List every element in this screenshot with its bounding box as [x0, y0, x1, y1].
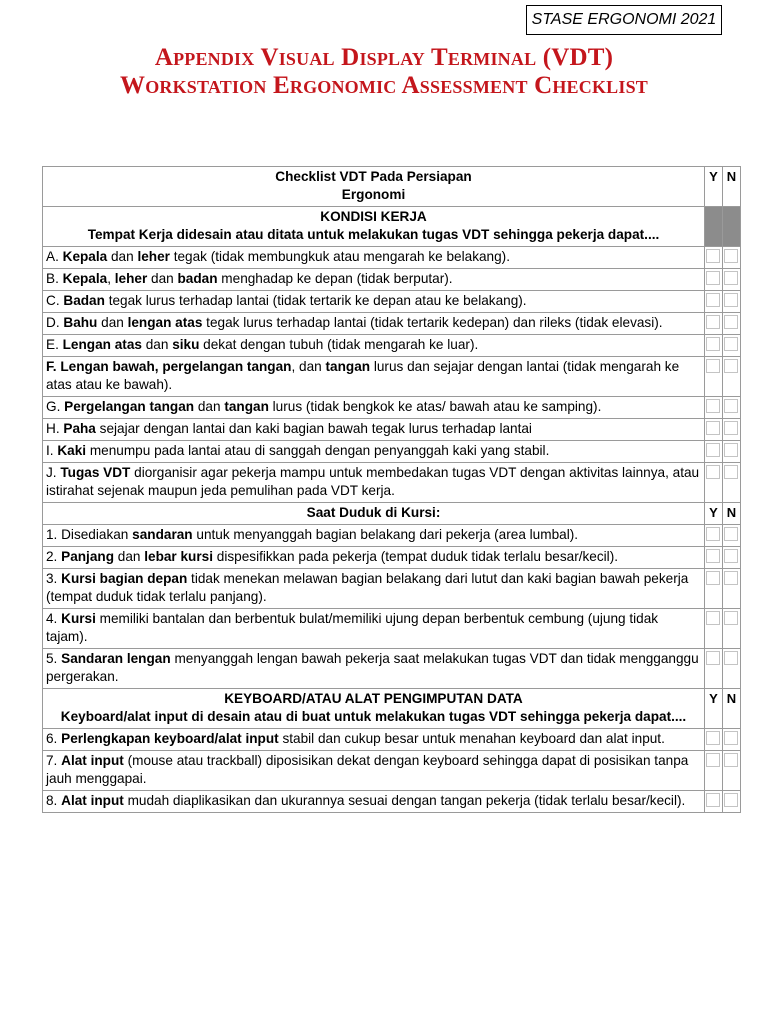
item-bold-text: Kepala: [62, 249, 108, 264]
item-text: I.: [46, 443, 58, 458]
checklist-item-text: [43, 463, 705, 503]
item-text: ,: [107, 271, 115, 286]
checklist-item-row: [43, 791, 741, 813]
checkbox-cell-no[interactable]: [723, 291, 741, 313]
item-bold-text: Perlengkapan keyboard/alat input: [61, 731, 279, 746]
checkbox-cell-no[interactable]: [723, 569, 741, 609]
checklist-item-row: [43, 649, 741, 689]
item-text: dan: [141, 337, 173, 352]
checklist-item-text: [43, 547, 705, 569]
item-text: menghadap ke depan (tidak berputar).: [217, 271, 453, 286]
section-header-cell: [43, 689, 705, 729]
item-text: 2.: [46, 549, 62, 564]
item-text: , dan: [291, 359, 326, 374]
checkbox-no[interactable]: [724, 315, 738, 329]
checkbox-no[interactable]: [724, 753, 738, 767]
checkbox-yes[interactable]: [706, 651, 720, 665]
checkbox-cell-no[interactable]: [723, 751, 741, 791]
checkbox-cell-yes[interactable]: [705, 569, 723, 609]
checklist-item-row: [43, 291, 741, 313]
column-y-label: Y: [705, 689, 723, 729]
checkbox-cell-no[interactable]: [723, 397, 741, 419]
checklist-item-text: [43, 419, 705, 441]
item-text: D.: [46, 315, 64, 330]
checkbox-yes[interactable]: [706, 337, 720, 351]
header-cell: [43, 167, 705, 207]
item-text: tidak menekan melawan bagian belakang dari lutut dan kaki bagian bawah pekerja (tempat duduk tidak terlalu panjang).: [46, 571, 689, 604]
checklist-item-row: [43, 729, 741, 751]
item-bold-text: lengan atas: [127, 315, 203, 330]
item-text: 7.: [46, 753, 62, 768]
checklist-item-row: [43, 357, 741, 397]
item-bold-text: Lengan atas: [62, 337, 142, 352]
checkbox-yes[interactable]: [706, 611, 720, 625]
checklist-item-row: [43, 569, 741, 609]
checkbox-yes[interactable]: [706, 549, 720, 563]
checkbox-no[interactable]: [724, 293, 738, 307]
item-text: dan: [107, 249, 138, 264]
item-bold-text: Panjang: [61, 549, 114, 564]
item-text: 4.: [46, 611, 62, 626]
item-bold-text: Alat input: [61, 753, 124, 768]
column-y-label: Y: [705, 167, 723, 207]
item-bold-text: Sandaran lengan: [61, 651, 171, 666]
checkbox-no[interactable]: [724, 549, 738, 563]
checkbox-yes[interactable]: [706, 249, 720, 263]
item-text: mudah diaplikasikan dan ukurannya sesuai dengan tangan pekerja (tidak terlalu besar/kecil).: [123, 793, 686, 808]
checkbox-no[interactable]: [724, 793, 738, 807]
checkbox-cell-yes[interactable]: [705, 441, 723, 463]
item-text: 1. Disediakan: [46, 527, 133, 542]
item-text: menumpu pada lantai atau di sanggah dengan penyanggah kaki yang stabil.: [86, 443, 550, 458]
checklist-item-row: [43, 397, 741, 419]
item-bold-text: Pergelangan tangan: [64, 399, 195, 414]
checkbox-cell-yes[interactable]: [705, 463, 723, 503]
item-text: memiliki bantalan dan berbentuk bulat/memiliki ujung depan berbentuk cembung (ujung tidak tajam).: [46, 611, 659, 644]
shaded-cell: [705, 207, 723, 247]
item-text: dan: [194, 399, 225, 414]
item-text: dekat dengan tubuh (tidak mengarah ke luar).: [199, 337, 479, 352]
checkbox-cell-no[interactable]: [723, 609, 741, 649]
checklist-item-text: [43, 397, 705, 419]
checkbox-cell-yes[interactable]: [705, 335, 723, 357]
checkbox-no[interactable]: [724, 571, 738, 585]
item-text: 6.: [46, 731, 62, 746]
checkbox-cell-no[interactable]: [723, 269, 741, 291]
section-title: Saat Duduk di Kursi:: [43, 503, 705, 525]
checklist-item-row: [43, 547, 741, 569]
checkbox-no[interactable]: [724, 527, 738, 541]
checkbox-cell-no[interactable]: [723, 463, 741, 503]
column-n-label: N: [723, 689, 741, 729]
item-bold-text: Alat input: [61, 793, 124, 808]
section-header-row: [43, 503, 741, 525]
checklist-item-row: [43, 313, 741, 335]
shaded-cell: [723, 207, 741, 247]
document-title-line2: Workstation Ergonomic Assessment Checklist: [120, 72, 648, 99]
checkbox-cell-yes[interactable]: [705, 247, 723, 269]
item-bold-text: Bahu: [63, 315, 98, 330]
item-bold-text: Paha: [63, 421, 96, 436]
item-bold-text: Kaki: [57, 443, 87, 458]
item-text: sejajar dengan lantai dan kaki bagian bawah tegak lurus terhadap lantai: [95, 421, 532, 436]
checklist-item-row: [43, 247, 741, 269]
checklist-item-text: [43, 291, 705, 313]
item-text: H.: [46, 421, 64, 436]
checkbox-cell-yes[interactable]: [705, 751, 723, 791]
checklist-item-text: [43, 525, 705, 547]
checkbox-yes[interactable]: [706, 443, 720, 457]
header-line2: Ergonomi: [341, 187, 406, 202]
column-n-label: N: [723, 167, 741, 207]
checkbox-cell-yes[interactable]: [705, 357, 723, 397]
item-bold-text: tangan: [224, 399, 269, 414]
item-bold-text: leher: [137, 249, 170, 264]
checkbox-cell-no[interactable]: [723, 729, 741, 751]
checkbox-yes[interactable]: [706, 753, 720, 767]
column-y-label: Y: [705, 503, 723, 525]
item-text: dan: [97, 315, 128, 330]
item-text: diorganisir agar pekerja mampu untuk membedakan tugas VDT dengan aktivitas lainnya, atau istirahat sejenak maupun jeda pemulihan pada VDT kerja.: [46, 465, 700, 498]
item-text: menyanggah lengan bawah pekerja saat melakukan tugas VDT dan tidak mengganggu pergerakan.: [46, 651, 699, 684]
item-text: B.: [46, 271, 63, 286]
checkbox-no[interactable]: [724, 651, 738, 665]
checkbox-no[interactable]: [724, 337, 738, 351]
item-bold-text: Kursi bagian depan: [61, 571, 188, 586]
header-line1: Checklist VDT Pada Persiapan: [275, 169, 472, 184]
item-bold-text: lebar kursi: [144, 549, 213, 564]
section-subtitle: Tempat Kerja didesain atau ditata untuk melakukan tugas VDT sehingga pekerja dapat....: [87, 227, 660, 242]
checklist-item-row: [43, 463, 741, 503]
item-text: dan: [147, 271, 178, 286]
item-bold-text: sandaran: [132, 527, 193, 542]
document-title-line1: Appendix Visual Display Terminal (VDT): [154, 44, 614, 71]
item-text: dan: [114, 549, 145, 564]
item-text: J.: [46, 465, 61, 480]
checklist-item-text: [43, 313, 705, 335]
checkbox-cell-no[interactable]: [723, 547, 741, 569]
checkbox-cell-no[interactable]: [723, 313, 741, 335]
checkbox-no[interactable]: [724, 421, 738, 435]
checklist-item-row: [43, 335, 741, 357]
checklist-item-text: [43, 791, 705, 813]
checkbox-no[interactable]: [724, 359, 738, 373]
checklist-item-row: [43, 751, 741, 791]
checklist-item-row: [43, 609, 741, 649]
checkbox-yes[interactable]: [706, 315, 720, 329]
item-text: lurus dan sejajar dengan lantai (tidak mengarah ke atas atau ke bawah).: [46, 359, 680, 392]
item-text: 8.: [46, 793, 62, 808]
item-text: lurus (tidak bengkok ke atas/ bawah atau ke samping).: [268, 399, 602, 414]
item-bold-text: Tugas VDT: [60, 465, 131, 480]
checklist-item-row: [43, 419, 741, 441]
item-text: A.: [46, 249, 63, 264]
checklist-item-row: [43, 269, 741, 291]
item-bold-text: leher: [114, 271, 148, 286]
checklist-item-text: [43, 729, 705, 751]
stase-label: STASE ERGONOMI 2021: [526, 5, 722, 35]
item-text: dispesifikkan pada pekerja (tempat duduk tidak terlalu besar/kecil).: [213, 549, 619, 564]
item-bold-text: F. Lengan bawah, pergelangan tangan: [46, 359, 292, 374]
checkbox-cell-no[interactable]: [723, 649, 741, 689]
item-text: tegak lurus terhadap lantai (tidak tertarik kedepan) dan rileks (tidak elevasi).: [202, 315, 663, 330]
checkbox-yes[interactable]: [706, 293, 720, 307]
checklist-table: [42, 166, 741, 813]
section-title: KEYBOARD/ATAU ALAT PENGIMPUTAN DATA: [224, 691, 523, 706]
checkbox-yes[interactable]: [706, 527, 720, 541]
checkbox-cell-no[interactable]: [723, 335, 741, 357]
table-header-row: [43, 167, 741, 207]
checkbox-no[interactable]: [724, 611, 738, 625]
item-text: C.: [46, 293, 64, 308]
item-bold-text: badan: [177, 271, 218, 286]
checklist-item-text: [43, 247, 705, 269]
item-bold-text: Badan: [63, 293, 105, 308]
checkbox-yes[interactable]: [706, 421, 720, 435]
checkbox-yes[interactable]: [706, 399, 720, 413]
item-text: 3.: [46, 571, 62, 586]
checkbox-cell-no[interactable]: [723, 357, 741, 397]
checkbox-cell-no[interactable]: [723, 247, 741, 269]
checkbox-cell-yes[interactable]: [705, 525, 723, 547]
checklist-item-text: [43, 335, 705, 357]
checkbox-cell-yes[interactable]: [705, 419, 723, 441]
item-text: G.: [46, 399, 65, 414]
checklist-item-row: [43, 441, 741, 463]
checkbox-cell-yes[interactable]: [705, 547, 723, 569]
checkbox-cell-yes[interactable]: [705, 313, 723, 335]
item-bold-text: tangan: [325, 359, 371, 374]
checkbox-cell-yes[interactable]: [705, 609, 723, 649]
checklist-item-text: [43, 649, 705, 689]
checklist-item-text: [43, 569, 705, 609]
section-header-row: [43, 689, 741, 729]
item-text: E.: [46, 337, 63, 352]
checkbox-yes[interactable]: [706, 271, 720, 285]
checkbox-no[interactable]: [724, 249, 738, 263]
checkbox-yes[interactable]: [706, 793, 720, 807]
item-text: stabil dan cukup besar untuk menahan keyboard dan alat input.: [278, 731, 665, 746]
item-text: 5.: [46, 651, 62, 666]
item-bold-text: Kepala: [62, 271, 108, 286]
checkbox-yes[interactable]: [706, 571, 720, 585]
item-bold-text: Kursi: [61, 611, 96, 626]
item-text: tegak (tidak membungkuk atau mengarah ke belakang).: [169, 249, 510, 264]
checklist-item-text: [43, 441, 705, 463]
checkbox-cell-no[interactable]: [723, 441, 741, 463]
checkbox-yes[interactable]: [706, 465, 720, 479]
checkbox-cell-yes[interactable]: [705, 291, 723, 313]
checkbox-cell-no[interactable]: [723, 525, 741, 547]
checkbox-cell-yes[interactable]: [705, 791, 723, 813]
checklist-item-text: [43, 357, 705, 397]
section-header-row: [43, 207, 741, 247]
item-text: (mouse atau trackball) diposisikan dekat dengan keyboard sehingga dapat di posisikan tanpa jauh menggapai.: [46, 753, 689, 786]
checklist-item-text: [43, 269, 705, 291]
section-subtitle: Keyboard/alat input di desain atau di buat untuk melakukan tugas VDT sehingga pekerja dapat....: [60, 709, 687, 724]
checklist-item-row: [43, 525, 741, 547]
checkbox-no[interactable]: [724, 399, 738, 413]
section-title: KONDISI KERJA: [320, 209, 427, 224]
checkbox-no[interactable]: [724, 443, 738, 457]
checkbox-cell-yes[interactable]: [705, 269, 723, 291]
checkbox-no[interactable]: [724, 271, 738, 285]
checkbox-cell-no[interactable]: [723, 791, 741, 813]
checkbox-yes[interactable]: [706, 731, 720, 745]
checkbox-yes[interactable]: [706, 359, 720, 373]
item-text: tegak lurus terhadap lantai (tidak tertarik ke depan atau ke belakang).: [104, 293, 527, 308]
checklist-item-text: [43, 609, 705, 649]
checkbox-cell-yes[interactable]: [705, 397, 723, 419]
checklist-item-text: [43, 751, 705, 791]
section-header-cell: [43, 207, 705, 247]
checklist-table-wrapper: [42, 166, 740, 813]
column-n-label: N: [723, 503, 741, 525]
checkbox-cell-yes[interactable]: [705, 649, 723, 689]
checkbox-no[interactable]: [724, 465, 738, 479]
checkbox-cell-yes[interactable]: [705, 729, 723, 751]
item-text: untuk menyanggah bagian belakang dari pekerja (area lumbal).: [192, 527, 579, 542]
checkbox-cell-no[interactable]: [723, 419, 741, 441]
checkbox-no[interactable]: [724, 731, 738, 745]
item-bold-text: siku: [172, 337, 200, 352]
